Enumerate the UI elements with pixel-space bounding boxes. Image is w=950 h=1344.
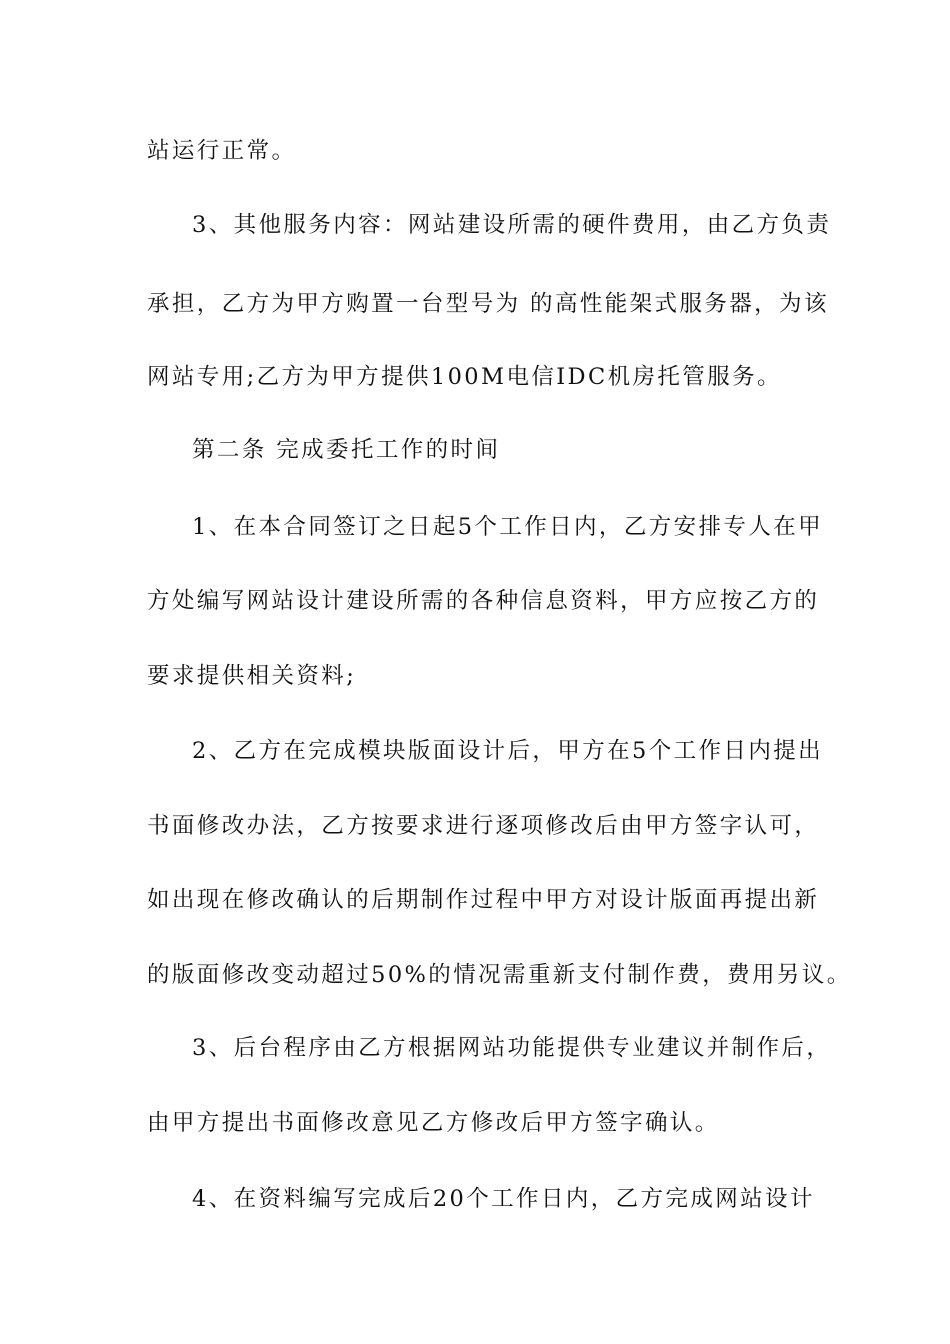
paragraph-line: 站运行正常。 xyxy=(147,138,297,164)
paragraph-line: 4、在资料编写完成后20个工作日内，乙方完成网站设计 xyxy=(192,1186,815,1212)
paragraph-line: 承担，乙方为甲方购置一台型号为 的高性能架式服务器，为该 xyxy=(147,291,829,317)
paragraph-line: 书面修改办法，乙方按要求进行逐项修改后由甲方签字认可， xyxy=(147,813,820,839)
paragraph-line: 如出现在修改确认的后期制作过程中甲方对设计版面再提出新 xyxy=(147,887,820,913)
paragraph-line: 3、其他服务内容：网站建设所需的硬件费用，由乙方负责 xyxy=(192,212,832,238)
paragraph-line: 3、后台程序由乙方根据网站功能提供专业建议并制作后， xyxy=(192,1035,832,1061)
paragraph-line: 的版面修改变动超过50%的情况需重新支付制作费，费用另议。 xyxy=(147,962,852,988)
paragraph-line: 方处编写网站设计建设所需的各种信息资料，甲方应按乙方的 xyxy=(147,588,820,614)
article-heading: 第二条 完成委托工作的时间 xyxy=(192,437,501,463)
paragraph-line: 要求提供相关资料; xyxy=(147,663,357,689)
paragraph-line: 由甲方提出书面修改意见乙方修改后甲方签字确认。 xyxy=(147,1110,720,1136)
paragraph-line: 网站专用;乙方为甲方提供100M电信IDC机房托管服务。 xyxy=(147,364,782,390)
paragraph-line: 2、乙方在完成模块版面设计后，甲方在5个工作日内提出 xyxy=(192,738,824,764)
paragraph-line: 1、在本合同签订之日起5个工作日内，乙方安排专人在甲 xyxy=(192,514,824,540)
